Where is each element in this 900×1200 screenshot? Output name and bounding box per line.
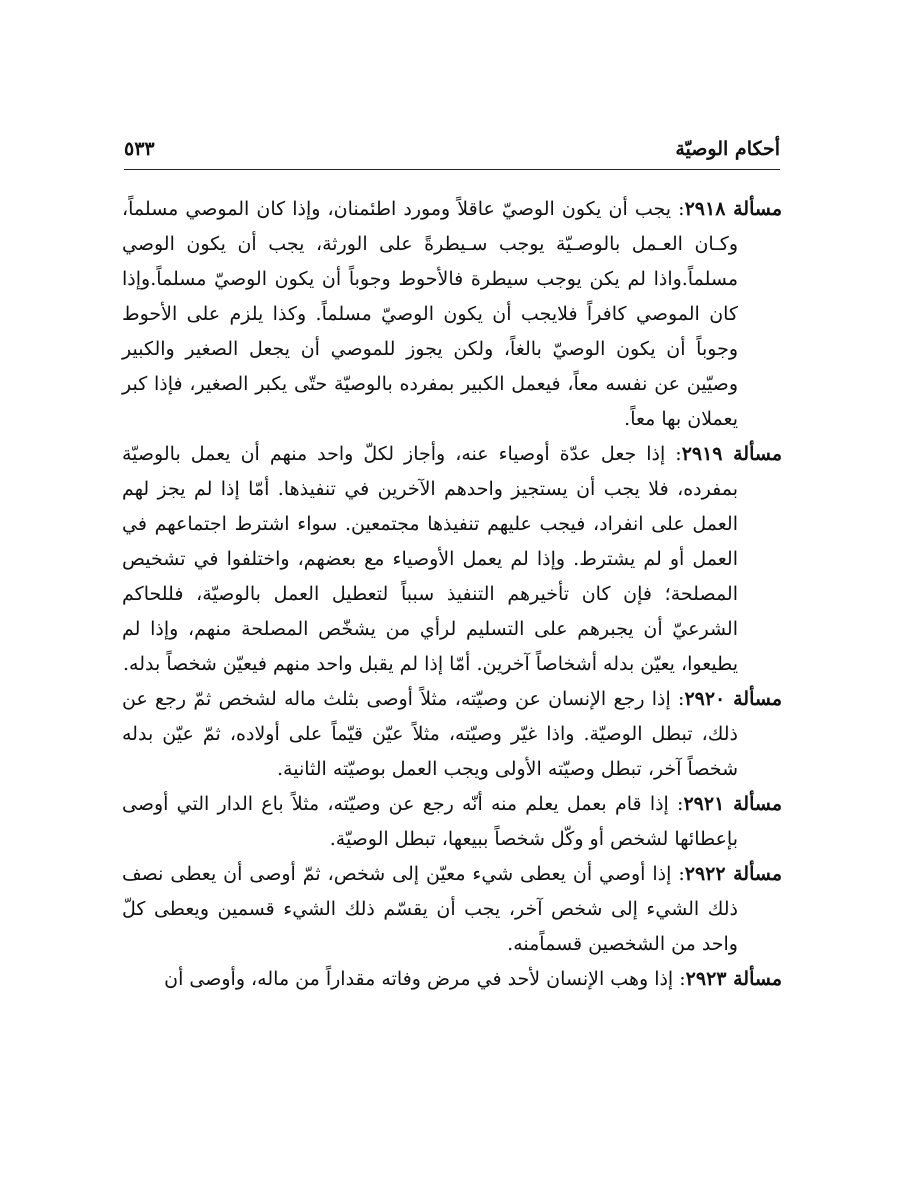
issue-2921	[122, 787, 782, 857]
running-header	[124, 138, 780, 170]
issue-2920	[122, 682, 782, 787]
issue-2922	[122, 857, 782, 962]
issue-label: مسألة ٢٩٢١	[683, 793, 782, 815]
header-divider	[124, 169, 780, 170]
chapter-title: أحكام الوصيّة	[675, 138, 780, 160]
issue-2919	[122, 437, 782, 682]
issue-label: مسألة ٢٩٢٠	[684, 688, 782, 710]
issue-2923	[122, 962, 782, 997]
page-number: ٥٣٣	[124, 138, 155, 160]
issue-label: مسألة ٢٩١٨	[684, 198, 782, 220]
issue-text: : إذا أوصي أن يعطى شيء معيّن إلى شخص، ثمّ أوصى أن يعطى نصف ذلك الشيء إلى شخص آخر، يجب أن يقسّم ذلك الشيء قسمين ويعطى كلّ واحد من الشخصين قسماًمنه.	[122, 863, 738, 955]
issue-label: مسألة ٢٩٢٣	[685, 968, 782, 990]
issue-text: : إذا قام بعمل يعلم منه أنّه رجع عن وصيّته، مثلاً باع الدار التي أوصى بإعطائها لشخص أو وكّل شخصاً ببيعها، تبطل الوصيّة.	[122, 793, 738, 850]
issue-label: مسألة ٢٩١٩	[681, 443, 782, 465]
issue-label: مسألة ٢٩٢٢	[684, 863, 782, 885]
issue-text: : إذا جعل عدّة أوصياء عنه، وأجاز لكلّ واحد منهم أن يعمل بالوصيّة بمفرده، فلا يجب أن يستجيز واحدهم الآخرين في تنفيذها. أمّا إذا لم يجز لهم العمل على انفراد، فيجب عليهم تنفيذها مجتمعين. سواء اشترط اجتماعهم في العمل أو لم يشترط. وإذا لم يعمل الأوصياء مع بعضهم، واختلفوا في تشخيص المصلحة؛ فإن كان تأخيرهم التنفيذ سبباً لتعطيل العمل بالوصيّة، فللحاكم الشرعيّ أن يجبرهم على التسليم لرأي من يشخّص المصلحة منهم، وإذا لم يطيعوا، يعيّن بدله أشخاصاً آخرين. أمّا إذا لم يقبل واحد منهم فيعيّن شخصاً بدله.	[122, 443, 738, 675]
issue-text: : إذا وهب الإنسان لأحد في مرض وفاته مقداراً من ماله، وأوصى أن	[164, 968, 686, 990]
issue-text: : يجب أن يكون الوصيّ عاقلاً ومورد اطئمنان، وإذا كان الموصي مسلماً، وكـان العـمل بالوصـيّة يوجب سـيطرةً على الورثة، يجب أن يكون الوصي مسلماً.واذا لم يكن يوجب سيطرة فالأحوط وجوباً أن يكون الوصيّ مسلماً.وإذا كان الموصي كافراً فلايجب أن يكون الوصيّ مسلماً. وكذا يلزم على الأحوط وجوباً أن يكون الوصيّ بالغاً، ولكن يجوز للموصي أن يجعل الصغير والكبير وصيّين عن نفسه معاً، فيعمل الكبير بمفرده بالوصيّة حتّى يكبر الصغير، فإذا كبر يعملان بها معاً.	[122, 198, 739, 430]
issue-text: : إذا رجع الإنسان عن وصيّته، مثلاً أوصى بثلث ماله لشخص ثمّ رجع عن ذلك، تبطل الوصيّة. واذا غيّر وصيّته، مثلاً عيّن قيّماً على أولاده، ثمّ عيّن بدله شخصاً آخر، تبطل وصيّته الأولى ويجب العمل بوصيّته الثانية.	[122, 688, 738, 780]
issue-2918	[122, 192, 782, 437]
page-body	[122, 192, 782, 997]
